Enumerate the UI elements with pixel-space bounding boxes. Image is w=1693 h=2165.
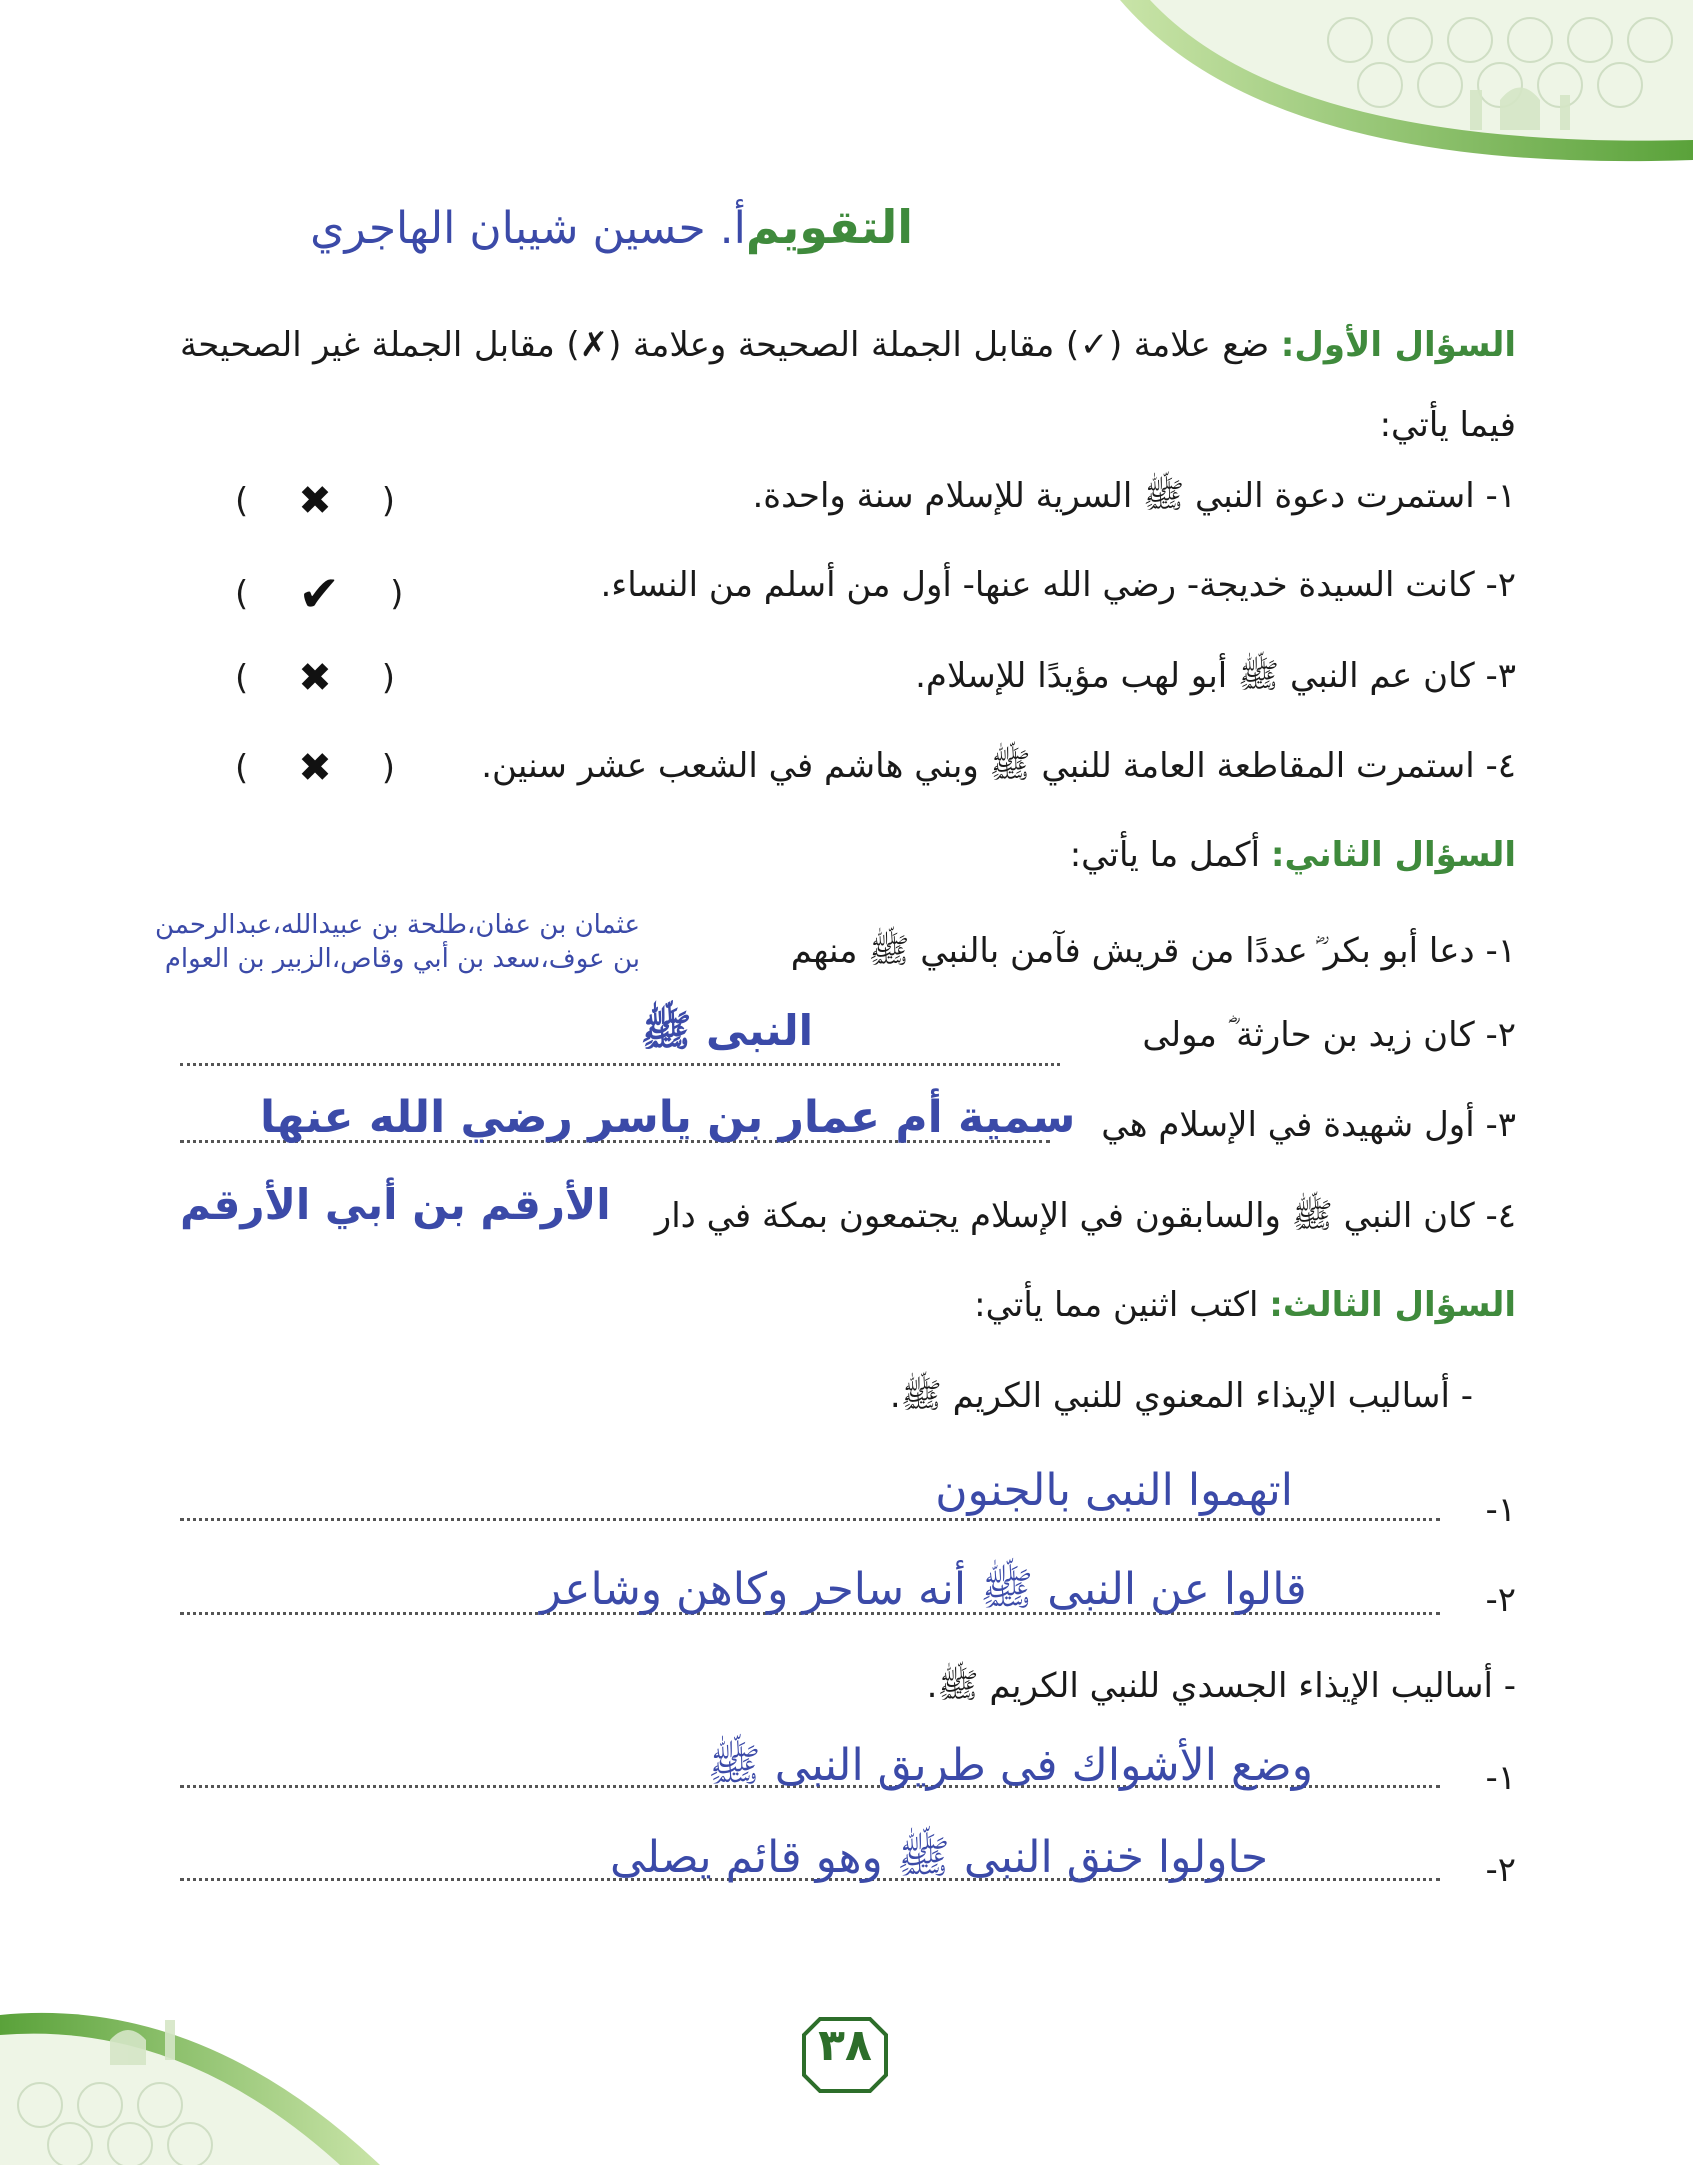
q2-answer-1-line-2: بن عوف،سعد بن أبي وقاص،الزبير بن العوام bbox=[164, 944, 640, 974]
page-heading bbox=[310, 200, 913, 254]
q1-instruction bbox=[180, 305, 1516, 465]
q1-label: السؤال الأول: bbox=[1280, 325, 1517, 365]
bottom-corner-decoration bbox=[0, 1975, 400, 2165]
q1-answer-box-2: ( ✔ ) bbox=[235, 565, 404, 623]
q1-item-4: ٤- استمرت المقاطعة العامة للنبي ﷺ وبني هاشم في الشعب عشر سنين. bbox=[481, 746, 1516, 786]
q3-instruction: اكتب اثنين مما يأتي: bbox=[974, 1285, 1259, 1325]
q2-item-2: ٢- كان زيد بن حارثة ؓ مولى bbox=[1142, 1015, 1516, 1055]
q3-s2-item-2-num: ٢- bbox=[1485, 1850, 1516, 1890]
q3-heading bbox=[974, 1285, 1516, 1325]
q2-answer-2: النبى ﷺ bbox=[640, 1006, 813, 1055]
answer-line bbox=[180, 1063, 1060, 1066]
section-title: التقويم bbox=[745, 200, 913, 254]
q2-answer-1 bbox=[70, 908, 640, 976]
q3-section-2-heading: - أساليب الإيذاء الجسدي للنبي الكريم ﷺ. bbox=[926, 1666, 1516, 1706]
q3-label: السؤال الثالث: bbox=[1269, 1285, 1516, 1325]
page-number: ٣٨ bbox=[818, 2020, 872, 2071]
q1-answer-box-1: ( ✖ ) bbox=[235, 478, 396, 524]
q1-answer-box-4: ( ✖ ) bbox=[235, 745, 396, 791]
q1-instruction-text: ضع علامة (✓) مقابل الجملة الصحيحة وعلامة (✗) مقابل الجملة غير الصحيحة فيما يأتي: bbox=[180, 325, 1516, 445]
q2-label: السؤال الثاني: bbox=[1270, 835, 1516, 875]
q2-item-4: ٤- كان النبي ﷺ والسابقون في الإسلام يجتمعون بمكة في دار bbox=[654, 1196, 1516, 1236]
q2-answer-4: الأرقم بن أبي الأرقم bbox=[180, 1180, 611, 1229]
q2-item-3: ٣- أول شهيدة في الإسلام هي bbox=[1101, 1105, 1516, 1145]
q2-answer-3: سمية أم عمار بن ياسر رضي الله عنها bbox=[260, 1092, 1076, 1143]
cross-mark-icon: ✖ bbox=[298, 478, 332, 524]
q2-answer-1-line-1: عثمان بن عفان،طلحة بن عبيدالله،عبدالرحمن bbox=[155, 910, 640, 940]
q3-s1-item-1-num: ١- bbox=[1485, 1490, 1516, 1530]
q3-section-1-heading: - أساليب الإيذاء المعنوي للنبي الكريم ﷺ. bbox=[889, 1376, 1473, 1416]
q1-answer-box-3: ( ✖ ) bbox=[235, 655, 396, 701]
q3-s2-answer-2: حاولوا خنق النبى ﷺ وهو قائم يصلى bbox=[610, 1832, 1269, 1883]
author-name: أ. حسين شيبان الهاجري bbox=[310, 203, 746, 254]
cross-mark-icon: ✖ bbox=[298, 655, 332, 701]
check-mark-icon: ✔ bbox=[298, 565, 341, 623]
q2-heading bbox=[1070, 835, 1516, 875]
q2-instruction: أكمل ما يأتي: bbox=[1069, 835, 1261, 875]
q3-s1-answer-1: اتهموا النبى بالجنون bbox=[935, 1465, 1293, 1516]
q3-s1-answer-2: قالوا عن النبى ﷺ أنه ساحر وكاهن وشاعر bbox=[540, 1564, 1307, 1615]
top-corner-decoration bbox=[1090, 0, 1693, 180]
cross-mark-icon: ✖ bbox=[298, 745, 332, 791]
q2-item-1: ١- دعا أبو بكر ؓ عددًا من قريش فآمن بالنبي ﷺ منهم bbox=[790, 931, 1516, 971]
q1-item-3: ٣- كان عم النبي ﷺ أبو لهب مؤيدًا للإسلام. bbox=[915, 656, 1516, 696]
q3-s2-answer-1: وضع الأشواك فى طريق النبى ﷺ bbox=[707, 1740, 1313, 1791]
q1-item-1: ١- استمرت دعوة النبي ﷺ السرية للإسلام سنة واحدة. bbox=[752, 476, 1516, 516]
answer-line bbox=[180, 1518, 1440, 1521]
q3-s2-item-1-num: ١- bbox=[1485, 1758, 1516, 1798]
q1-item-2: ٢- كانت السيدة خديجة- رضي الله عنها- أول من أسلم من النساء. bbox=[600, 565, 1516, 605]
q3-s1-item-2-num: ٢- bbox=[1485, 1580, 1516, 1620]
